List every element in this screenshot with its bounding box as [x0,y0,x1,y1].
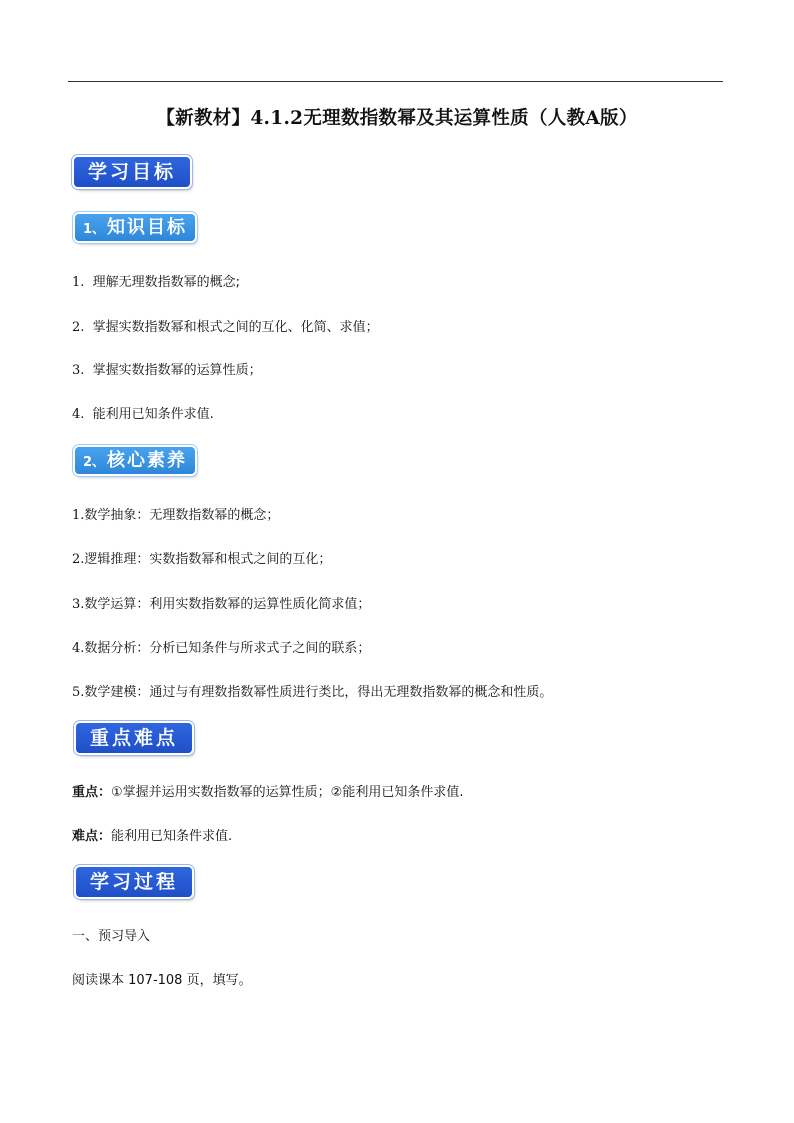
item-text: 能利用已知条件求值. [92,407,214,422]
subsection-badge-knowledge [75,214,195,241]
item-number: 4. [72,641,85,656]
list-item [72,271,240,290]
subsection-label: 知识目标 [107,217,188,238]
difficult-point-text: 能利用已知条件求值. [111,829,233,844]
list-item [72,637,370,656]
item-text: 掌握实数指数幂和根式之间的互化、化简、求值； [92,320,379,335]
item-number: 2. [72,320,85,335]
item-text: 逻辑推理：实数指数幂和根式之间的互化； [84,552,332,567]
subsection-label: 核心素养 [107,450,188,471]
item-text: 数学建模：通过与有理数指数幂性质进行类比，得出无理数指数幂的概念和性质。 [84,685,553,700]
item-text: 数据分析：分析已知条件与所求式子之间的联系； [84,641,371,656]
difficult-point [72,825,232,844]
subsection-number: 2、 [83,455,106,470]
process-heading: 一、预习导入 [72,929,151,944]
section-badge-process: 学习过程 [76,867,192,897]
list-item [72,359,262,378]
header-rule [68,81,723,82]
list-item [72,316,379,335]
section-badge-key-difficult: 重点难点 [76,723,192,753]
item-number: 1. [72,275,85,290]
item-number: 3. [72,597,85,612]
list-item [72,548,331,567]
item-number: 4. [72,407,85,422]
document-title: 【新教材】4.1.2无理数指数幂及其运算性质（人教A版） [156,108,638,129]
list-item [72,593,370,612]
key-point-label: 重点： [72,785,112,800]
item-number: 5. [72,685,85,700]
subsection-badge-core-literacy [75,447,195,474]
item-text: 数学运算：利用实数指数幂的运算性质化简求值； [84,597,371,612]
section-badge-goals: 学习目标 [74,157,190,187]
list-item [72,403,214,422]
key-point [72,781,463,800]
difficult-point-label: 难点： [72,829,112,844]
item-text: 理解无理数指数幂的概念; [92,275,241,290]
list-item [72,504,279,523]
item-number: 2. [72,552,85,567]
item-text: 掌握实数指数幂的运算性质； [92,363,262,378]
key-point-text: ①掌握并运用实数指数幂的运算性质；②能利用已知条件求值. [111,785,464,800]
item-number: 1. [72,508,85,523]
item-text: 数学抽象：无理数指数幂的概念； [84,508,280,523]
subsection-number: 1、 [83,222,106,237]
list-item [72,681,552,700]
process-text: 阅读课本 107-108 页，填写。 [72,973,252,988]
item-number: 3. [72,363,85,378]
